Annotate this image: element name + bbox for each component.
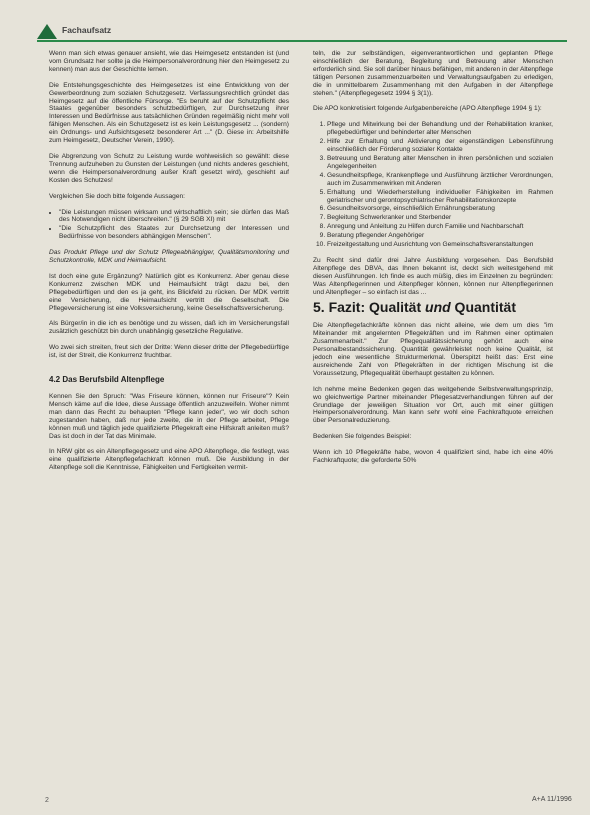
heading-text: Quantität	[450, 299, 517, 316]
paragraph: Wenn ich 10 Pflegekräfte habe, wovon 4 qualifiziert sind, habe ich eine 40% Fachkraftquote; die geforderte 50%	[313, 449, 553, 465]
list-item: 2. Hilfe zur Erhaltung und Aktivierung der eigenständigen Lebensführung einschließlich der Förderung sozialer Kontakte	[327, 138, 553, 154]
paragraph: Die Altenpflegefachkräfte können das nicht alleine, wie dem um dies "im Miteinander mit angelernten Pflegekräften und im Rahmen einer optimalen Zusammenarbeit." Zur Pflegequalitätssicherung gehört auch eine Personalbestandssicherung. Quantität gewährleistet noch keine Qualität, ist jedoch eine wesentliche Strukturmerkmal. Überspitzt heißt das: Erst eine ausreichende Zahl von Pflegekräften in der richtigen Mischung ist die Voraussetzung, Pflegequalität überhaupt gestalten zu können.	[313, 322, 553, 377]
right-column	[313, 50, 553, 473]
heading-emphasis: und	[425, 299, 451, 316]
bullet-list	[49, 209, 289, 242]
paragraph: Zu Recht sind dafür drei Jahre Ausbildung vorgesehen. Das Berufsbild Altenpflege des DBVA, das Ihnen bekannt ist, deckt sich weitestgehend mit diesen Ausführungen. Ich finde es auch müßig, dies im Einzelnen zu begründen: Was Altenpflegerinnen und Altenpfleger können, können nur Altenpflegerinnen und Altenpfleger – so einfach ist das ...	[313, 256, 553, 296]
paragraph: Die APO konkretisiert folgende Aufgabenbereiche (APO Altenpflege 1994 § 1):	[313, 105, 542, 113]
paragraph: Vergleichen Sie doch bitte folgende Aussagen:	[49, 192, 186, 200]
heading-text: 5. Fazit: Qualität	[313, 299, 426, 316]
list-item: 8. Anregung und Anleitung zu Hilfen durch Familie und Nachbarschaft	[327, 223, 553, 231]
list-item: 10. Freizeitgestaltung und Ausrichtung von Gemeinschaftsveranstaltungen	[327, 241, 553, 249]
paragraph: Ich nehme meine Bedenken gegen das weitgehende Selbstverwaltungsprinzip, wo gleichwertige Partner miteinander Pflegesatzverhandlungen führen auf der Grundlage der jeweiligen Situation vor Ort, auch mit einer gültigen Heimpersonalverordnung. Man kann sehr wohl eine Fachkraftquote erreichen über Personalreduzierung.	[313, 385, 553, 425]
header-rule	[37, 40, 567, 42]
paragraph: teln, die zur selbständigen, eigenverantwortlichen und geplanten Pflege einschließlich der Beratung, Begleitung und Betreuung alter Menschen erforderlich sind. Sie soll darüber hinaus befähigen, mit anderen in der Altenpflege tätigen Personen zusammenzuarbeiten und Verwaltungsaufgaben zu erledigen, die in unmittelbarem Zusammenhang mit den Aufgaben in der Altenpflege stehen." (Altenpflegegesetz 1994 § 3(1)).	[313, 50, 553, 97]
paragraph: Die Abgrenzung von Schutz zu Leistung wurde wohlweislich so gewählt: diese Trennung aufzuheben zu Gunsten der Leistungen (und nichts anderes geschieht, wenn die Heimpersonalverordnung außer Kraft gesetzt wird), geschieht auf Kosten des Schutzes!	[49, 152, 289, 184]
triangle-logo-icon	[37, 24, 57, 39]
section-heading: 4.2 Das Berufsbild Altenpflege	[49, 375, 165, 385]
list-item: 1. Pflege und Mitwirkung bei der Behandlung und der Rehabilitation kranker, pflegebedürftiger und behinderter alter Menschen	[327, 121, 553, 137]
paragraph: Die Entstehungsgeschichte des Heimgesetzes ist eine Entwicklung von der Gewerbeordnung zum sozialen Schutzgesetz. Verfassungsrechtlich gründet das Heimgesetz auf die öffentliche Fürsorge. "Es beruht auf der Schutzpflicht des Staates gegenüber besonders schutzbedürftigen, zur Durchsetzung ihrer Interessen und Bedürfnisse aus tatsächlichen Gründen regelmäßig nicht mehr voll fähigen Menschen. Als ein Schutzgesetz ist es kein Leistungsgesetz ... (sondern) ein Ordnungs- und Aufsichtsgesetz besonderer Art ..." (D. Giese in: Arbeitshilfe zum Heimgesetz, Deutscher Verein, 1990).	[49, 81, 289, 145]
paragraph: Das Produkt Pflege und der Schutz Pflegeabhängiger, Qualitätsmonitoring und Schutzkontrolle, MDK und Heimaufsicht.	[49, 249, 289, 265]
page-number: 2	[45, 797, 49, 804]
numbered-list	[313, 121, 553, 249]
paragraph: Ist doch eine gute Ergänzung? Natürlich gibt es Konkurrenz. Aber genau diese Konkurrenz zwischen MDK und Heimaufsicht trägt dazu bei, den Pflegebedürftigen und den es ja geht, ins Blickfeld zu rücken. Der MDK vertritt eine Versicherung, die Heimaufsicht vertritt die Gesellschaft. Die Pflegeversicherung ist eine Volksversicherung, keine Gesellschaftsversicherung.	[49, 272, 289, 312]
list-item: 4. Gesundheitspflege, Krankenpflege und Ausführung ärztlicher Verordnungen, auch im Zusammenwirken mit Anderen	[327, 172, 553, 188]
paragraph: Wo zwei sich streiten, freut sich der Dritte: Wenn dieser dritte der Pflegebedürftige ist, ist der Streit, die Konkurrenz fruchtbar.	[49, 344, 289, 360]
list-item: 3. Betreuung und Beratung alter Menschen in ihren persönlichen und sozialen Angelegenheiten	[327, 155, 553, 171]
paragraph: Als Bürger/in in die ich es benötige und zu wissen, daß ich im Versicherungsfall zusätzlich geschützt bin durch unabhängig gesetzliche Regulative.	[49, 320, 289, 336]
section-label: Fachaufsatz	[62, 25, 112, 35]
left-column	[49, 50, 289, 480]
list-item: 9. Beratung pflegender Angehöriger	[327, 232, 553, 240]
journal-reference: A+A 11/1996	[532, 796, 572, 803]
list-item: • "Die Schutzpflicht des Staates zur Durchsetzung der Interessen und Bedürfnisse von besonders abhängigen Menschen".	[59, 225, 289, 241]
running-header	[37, 22, 567, 42]
list-item: • "Die Leistungen müssen wirksam und wirtschaftlich sein; sie dürfen das Maß des Notwendigen nicht überschreiten." (§ 29 SGB XI) mit	[59, 209, 289, 225]
list-item: 6. Gesundheitsvorsorge, einschließlich Ernährungsberatung	[327, 205, 553, 213]
list-item: 5. Erhaltung und Wiederherstellung individueller Fähigkeiten im Rahmen geriatrischer und gerontopsychiatrischer Rehabilitationskonzepte	[327, 189, 553, 205]
paragraph: Kennen Sie den Spruch: "Was Friseure können, können nur Friseure"? Kein Mensch käme auf die Idee, diese Aussage öffentlich anzuzweifeln. Woher nimmt man dann das Recht zu behaupten "Pflege kann jeder", wo wir doch schon zugestanden haben, daß nur jede zweite, die in der Pflege arbeitet, Pflege können muß und täglich jede qualifizierte Pflegekraft eine Hilfskraft anleiten muß? Das ist doch in der Tat das Minimale.	[49, 393, 289, 440]
paragraph: Bedenken Sie folgendes Beispiel:	[313, 433, 412, 441]
paragraph: Wenn man sich etwas genauer ansieht, wie das Heimgesetz entstanden ist (und vom Grundsatz her sollte ja die Heimpersonalverordnung hier den Heimgesetz zu kennen) man aus der Geschichte lernen.	[49, 50, 289, 73]
section-heading-fazit	[313, 299, 553, 316]
paragraph: In NRW gibt es ein Altenpflegegesetz und eine APO Altenpflege, die festlegt, was eine qualifizierte Altenpflegefachkraft können muß. Die Ausbildung in der Altenpflege soll die Kenntnisse, Fähigkeiten und Fertigkeiten vermit-	[49, 448, 289, 472]
list-item: 7. Begleitung Schwerkranker und Sterbender	[327, 214, 553, 222]
